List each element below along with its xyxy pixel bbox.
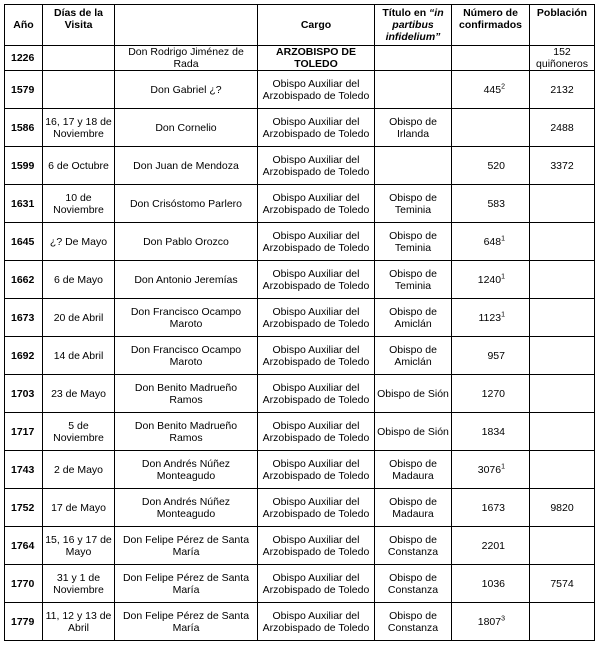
cell-title: Obispo de Teminia (375, 261, 452, 299)
cell-confirmed (452, 147, 530, 185)
cell-name: Don Benito Madrueño Ramos (115, 413, 258, 451)
cell-name: Don Andrés Núñez Monteagudo (115, 489, 258, 527)
cell-confirmed (452, 489, 530, 527)
cell-population: 3372 (530, 147, 595, 185)
confirmed-value: 1807 (477, 615, 502, 628)
cell-title: Obispo de Constanza (375, 603, 452, 641)
cell-population (530, 603, 595, 641)
cell-days (43, 46, 115, 71)
table-row (5, 337, 595, 375)
cell-name: Don Felipe Pérez de Santa María (115, 603, 258, 641)
visits-table (4, 4, 595, 641)
cell-days: 6 de Octubre (43, 147, 115, 185)
cell-title: Obispo de Constanza (375, 527, 452, 565)
cell-population: 7574 (530, 565, 595, 603)
confirmed-value: 583 (487, 197, 505, 210)
confirmed-value: 445 (483, 83, 502, 96)
confirmed-value: 957 (487, 349, 505, 362)
cell-confirmed (452, 337, 530, 375)
header-title-prefix: Título en (382, 7, 430, 19)
cell-confirmed (452, 565, 530, 603)
cell-cargo: Obispo Auxiliar del Arzobispado de Toledo (258, 527, 375, 565)
cell-cargo: Obispo Auxiliar del Arzobispado de Toledo (258, 565, 375, 603)
table-row (5, 451, 595, 489)
cell-year: 1703 (5, 375, 43, 413)
footnote-marker: 1 (501, 273, 505, 280)
cell-cargo: Obispo Auxiliar del Arzobispado de Toledo (258, 299, 375, 337)
confirmed-value: 1673 (481, 501, 505, 514)
cell-year: 1752 (5, 489, 43, 527)
cell-cargo: Obispo Auxiliar del Arzobispado de Toledo (258, 451, 375, 489)
cell-title: Obispo de Amiclán (375, 299, 452, 337)
header-title (375, 5, 452, 46)
cell-population (530, 223, 595, 261)
cell-population (530, 527, 595, 565)
table-row (5, 489, 595, 527)
footnote-marker: 1 (501, 463, 505, 470)
header-row (5, 5, 595, 46)
cell-year: 1586 (5, 109, 43, 147)
confirmed-value: 1270 (481, 387, 505, 400)
cell-population: 2132 (530, 71, 595, 109)
cell-confirmed (452, 46, 530, 71)
cell-year: 1673 (5, 299, 43, 337)
cell-confirmed (452, 375, 530, 413)
cell-name: Don Pablo Orozco (115, 223, 258, 261)
header-title-italic: “in partibus infidelium” (385, 7, 444, 43)
cell-confirmed (452, 185, 530, 223)
table-row (5, 413, 595, 451)
cell-name: Don Felipe Pérez de Santa María (115, 565, 258, 603)
header-cargo: Cargo (258, 5, 375, 46)
cell-name: Don Felipe Pérez de Santa María (115, 527, 258, 565)
cell-title (375, 147, 452, 185)
cell-title (375, 46, 452, 71)
cell-days (43, 71, 115, 109)
cell-confirmed (452, 299, 530, 337)
cell-title: Obispo de Sión (375, 413, 452, 451)
footnote-marker: 2 (501, 83, 505, 90)
confirmed-value: 648 (483, 235, 502, 248)
cell-cargo: Obispo Auxiliar del Arzobispado de Toledo (258, 337, 375, 375)
confirmed-value: 1123 (478, 311, 502, 324)
cell-population (530, 261, 595, 299)
table-row (5, 223, 595, 261)
cell-days: 10 de Noviembre (43, 185, 115, 223)
cell-days: 15, 16 y 17 de Mayo (43, 527, 115, 565)
cell-days: 17 de Mayo (43, 489, 115, 527)
cell-year: 1779 (5, 603, 43, 641)
cell-cargo: ARZOBISPO DE TOLEDO (258, 46, 375, 71)
table-row (5, 603, 595, 641)
table-row (5, 46, 595, 71)
cell-population (530, 451, 595, 489)
cell-cargo: Obispo Auxiliar del Arzobispado de Toledo (258, 185, 375, 223)
cell-cargo: Obispo Auxiliar del Arzobispado de Toledo (258, 147, 375, 185)
cell-year: 1743 (5, 451, 43, 489)
footnote-marker: 1 (501, 311, 505, 318)
cell-title: Obispo de Teminia (375, 185, 452, 223)
cell-name: Don Francisco Ocampo Maroto (115, 299, 258, 337)
cell-days: 20 de Abril (43, 299, 115, 337)
cell-title: Obispo de Constanza (375, 565, 452, 603)
footnote-marker: 1 (501, 235, 505, 242)
cell-year: 1579 (5, 71, 43, 109)
cell-name: Don Rodrigo Jiménez de Rada (115, 46, 258, 71)
cell-confirmed (452, 413, 530, 451)
confirmed-value: 1036 (481, 577, 505, 590)
cell-confirmed (452, 109, 530, 147)
table-row (5, 375, 595, 413)
cell-confirmed (452, 223, 530, 261)
cell-cargo: Obispo Auxiliar del Arzobispado de Toledo (258, 261, 375, 299)
cell-year: 1631 (5, 185, 43, 223)
cell-population: 9820 (530, 489, 595, 527)
cell-name: Don Juan de Mendoza (115, 147, 258, 185)
cell-days: 14 de Abril (43, 337, 115, 375)
cell-days: 23 de Mayo (43, 375, 115, 413)
cell-year: 1770 (5, 565, 43, 603)
cell-name: Don Gabriel ¿? (115, 71, 258, 109)
cell-cargo: Obispo Auxiliar del Arzobispado de Toledo (258, 109, 375, 147)
cell-name: Don Crisóstomo Parlero (115, 185, 258, 223)
cell-title: Obispo de Teminia (375, 223, 452, 261)
cell-name: Don Andrés Núñez Monteagudo (115, 451, 258, 489)
table-row (5, 147, 595, 185)
footnote-marker: 3 (501, 615, 505, 622)
confirmed-value: 3076 (477, 463, 502, 476)
cell-cargo: Obispo Auxiliar del Arzobispado de Toledo (258, 71, 375, 109)
cell-name: Don Cornelio (115, 109, 258, 147)
cell-title: Obispo de Madaura (375, 451, 452, 489)
cell-title: Obispo de Amiclán (375, 337, 452, 375)
cell-year: 1662 (5, 261, 43, 299)
table-row (5, 109, 595, 147)
cell-cargo: Obispo Auxiliar del Arzobispado de Toledo (258, 375, 375, 413)
cell-days: ¿? De Mayo (43, 223, 115, 261)
cell-year: 1226 (5, 46, 43, 71)
cell-title: Obispo de Sión (375, 375, 452, 413)
table-row (5, 261, 595, 299)
confirmed-value: 1834 (481, 425, 505, 438)
cell-confirmed (452, 527, 530, 565)
table-row (5, 71, 595, 109)
cell-days: 11, 12 y 13 de Abril (43, 603, 115, 641)
table-body (5, 46, 595, 641)
cell-days: 2 de Mayo (43, 451, 115, 489)
cell-title: Obispo de Irlanda (375, 109, 452, 147)
cell-year: 1764 (5, 527, 43, 565)
cell-days: 6 de Mayo (43, 261, 115, 299)
table-row (5, 527, 595, 565)
cell-title: Obispo de Madaura (375, 489, 452, 527)
cell-population (530, 185, 595, 223)
cell-days: 31 y 1 de Noviembre (43, 565, 115, 603)
cell-year: 1599 (5, 147, 43, 185)
cell-confirmed (452, 71, 530, 109)
header-year: Año (5, 5, 43, 46)
header-population: Población (530, 5, 595, 46)
cell-population (530, 413, 595, 451)
cell-population (530, 375, 595, 413)
cell-title (375, 71, 452, 109)
header-name (115, 5, 258, 46)
table-row (5, 299, 595, 337)
cell-cargo: Obispo Auxiliar del Arzobispado de Toledo (258, 603, 375, 641)
cell-confirmed (452, 603, 530, 641)
confirmed-value: 1240 (477, 273, 502, 286)
cell-population: 152 quiñoneros (530, 46, 595, 71)
cell-confirmed (452, 261, 530, 299)
cell-year: 1717 (5, 413, 43, 451)
confirmed-value: 2201 (481, 539, 505, 552)
cell-cargo: Obispo Auxiliar del Arzobispado de Toledo (258, 223, 375, 261)
cell-days: 16, 17 y 18 de Noviembre (43, 109, 115, 147)
header-confirmed: Número de confirmados (452, 5, 530, 46)
cell-cargo: Obispo Auxiliar del Arzobispado de Toledo (258, 413, 375, 451)
cell-days: 5 de Noviembre (43, 413, 115, 451)
header-days: Días de la Visita (43, 5, 115, 46)
cell-population (530, 337, 595, 375)
cell-year: 1692 (5, 337, 43, 375)
cell-cargo: Obispo Auxiliar del Arzobispado de Toledo (258, 489, 375, 527)
cell-name: Don Benito Madrueño Ramos (115, 375, 258, 413)
cell-name: Don Antonio Jeremías (115, 261, 258, 299)
cell-population (530, 299, 595, 337)
cell-confirmed (452, 451, 530, 489)
cell-name: Don Francisco Ocampo Maroto (115, 337, 258, 375)
table-row (5, 185, 595, 223)
cell-year: 1645 (5, 223, 43, 261)
confirmed-value: 520 (487, 159, 505, 172)
table-row (5, 565, 595, 603)
cell-population: 2488 (530, 109, 595, 147)
